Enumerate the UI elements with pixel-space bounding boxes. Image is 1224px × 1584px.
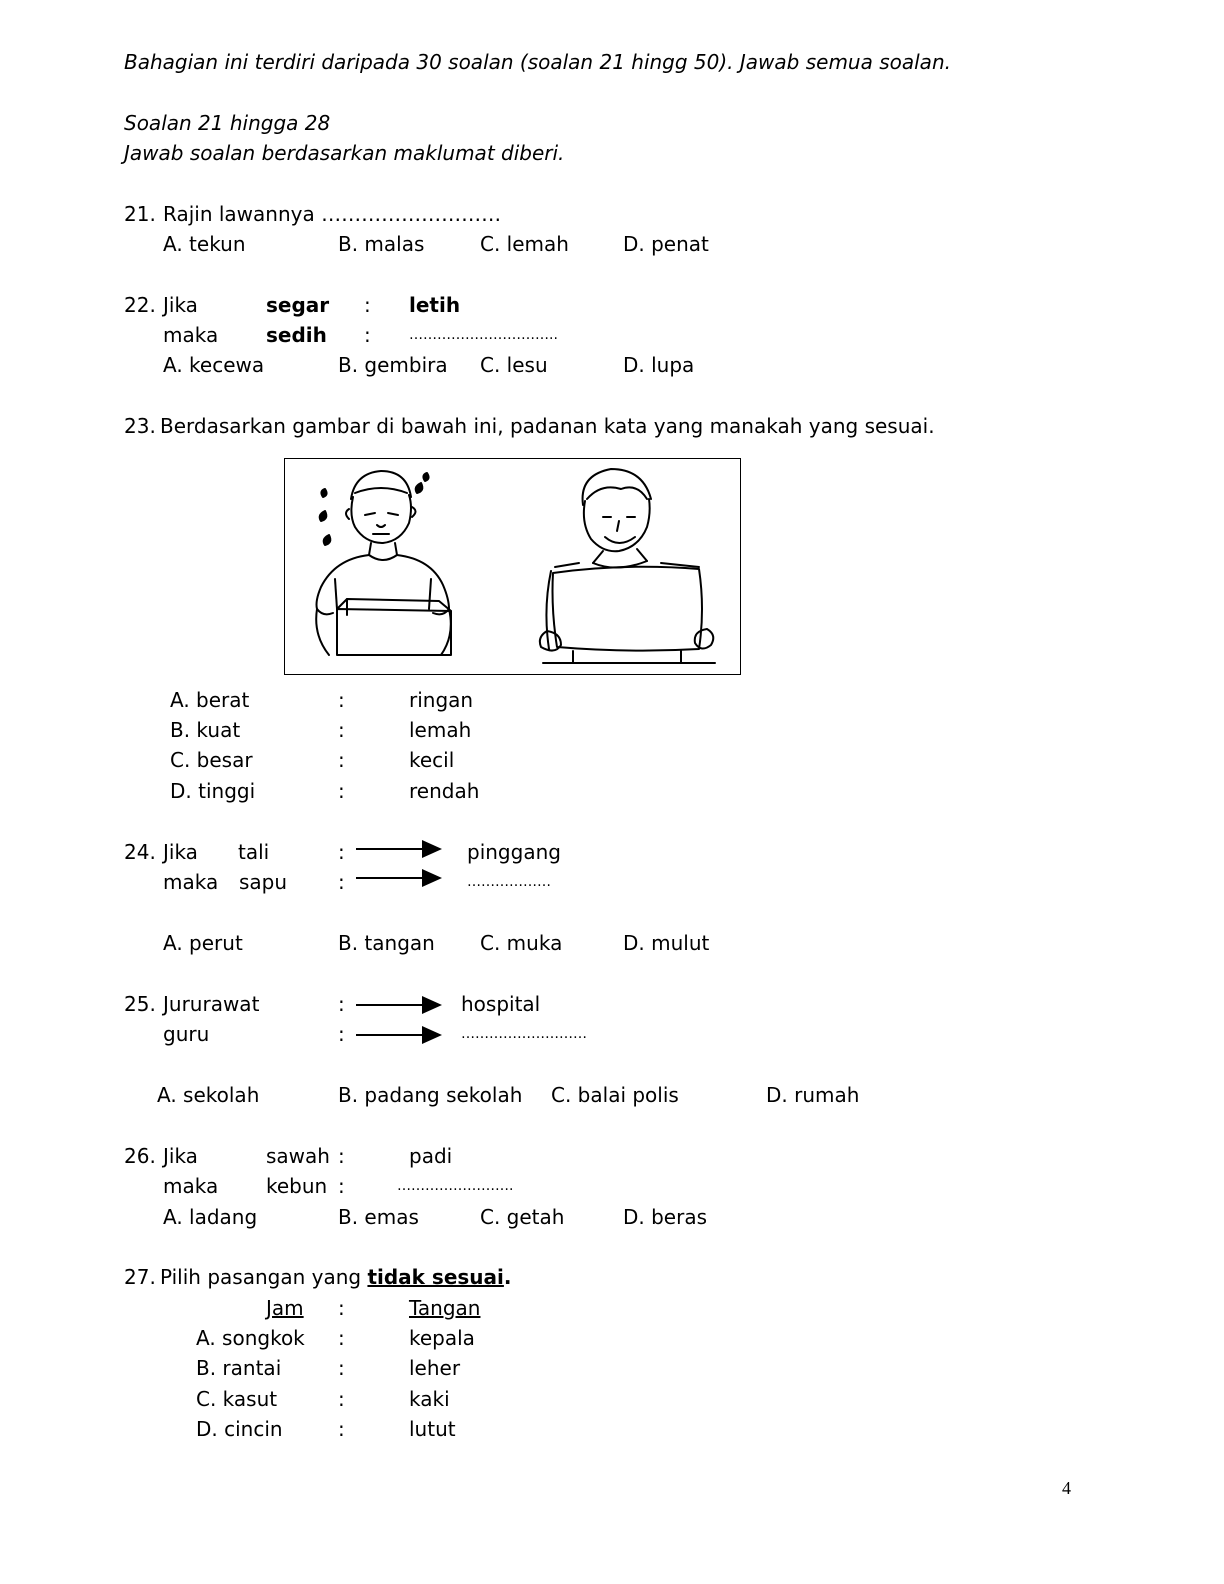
answer-blank: ………………: [467, 874, 551, 890]
question-number: 23.: [124, 414, 156, 438]
word-segar: segar: [266, 293, 330, 317]
word-guru: guru: [163, 1022, 210, 1046]
colon: :: [338, 779, 345, 803]
word-jururawat: Jururawat: [163, 992, 260, 1016]
option-a: A. tekun: [163, 232, 246, 256]
page-number: 4: [1062, 1478, 1071, 1498]
option-a: A. sekolah: [157, 1083, 260, 1107]
option-left: B. kuat: [170, 718, 241, 742]
word-jika: Jika: [163, 293, 198, 317]
example-left: Jam: [266, 1296, 304, 1320]
boys-drawing: [285, 459, 739, 673]
option-b: B. tangan: [338, 931, 435, 955]
arrow-right-icon: [356, 1026, 444, 1046]
colon: :: [338, 1022, 345, 1046]
option-d: D. beras: [623, 1205, 708, 1229]
arrow-right-icon: [356, 869, 444, 889]
colon: :: [338, 1387, 345, 1411]
example-right: Tangan: [409, 1296, 481, 1320]
option-d: D. lupa: [623, 353, 695, 377]
word-sapu: sapu: [239, 870, 288, 894]
arrow-right-icon: [356, 996, 444, 1016]
option-c: C. muka: [480, 931, 563, 955]
section-title: Soalan 21 hingga 28: [124, 111, 331, 135]
colon: :: [364, 293, 371, 317]
word-sedih: sedih: [266, 323, 327, 347]
option-right: kecil: [409, 748, 455, 772]
option-right: lutut: [409, 1417, 456, 1441]
option-left: D. tinggi: [170, 779, 256, 803]
word-jika: Jika: [163, 840, 198, 864]
colon: :: [338, 718, 345, 742]
colon: :: [338, 992, 345, 1016]
colon: :: [338, 1296, 345, 1320]
answer-blank: …………………….: [397, 1178, 514, 1194]
question-stem: Berdasarkan gambar di bawah ini, padanan kata yang manakah yang sesuai.: [160, 414, 935, 438]
option-left: A. songkok: [196, 1326, 305, 1350]
question-number: 21.: [124, 202, 156, 226]
option-left: A. berat: [170, 688, 250, 712]
option-a: A. perut: [163, 931, 243, 955]
happy-boy-figure: [540, 469, 715, 663]
stem-emphasis: tidak sesuai: [367, 1265, 504, 1289]
colon: :: [338, 1417, 345, 1441]
question-number: 25.: [124, 992, 156, 1016]
option-c: C. getah: [480, 1205, 565, 1229]
word-kebun: kebun: [266, 1174, 328, 1198]
option-left: B. rantai: [196, 1356, 282, 1380]
word-maka: maka: [163, 1174, 219, 1198]
colon: :: [338, 840, 345, 864]
question-number: 22.: [124, 293, 156, 317]
word-hospital: hospital: [461, 992, 541, 1016]
word-letih: letih: [409, 293, 461, 317]
option-c: C. lemah: [480, 232, 569, 256]
option-d: D. rumah: [766, 1083, 860, 1107]
question-number: 27.: [124, 1265, 156, 1289]
option-right: lemah: [409, 718, 472, 742]
option-a: A. kecewa: [163, 353, 265, 377]
question-stem: Rajin lawannya ………………………: [163, 202, 502, 226]
illustration-two-boys: [284, 458, 741, 675]
option-right: leher: [409, 1356, 461, 1380]
option-d: D. mulut: [623, 931, 710, 955]
colon: :: [338, 1144, 345, 1168]
option-a: A. ladang: [163, 1205, 258, 1229]
word-tali: tali: [238, 840, 270, 864]
colon: :: [338, 1174, 345, 1198]
word-maka: maka: [163, 870, 219, 894]
stem-end: .: [503, 1265, 512, 1289]
colon: :: [364, 323, 371, 347]
colon: :: [338, 1326, 345, 1350]
answer-blank: ………………………: [461, 1026, 587, 1042]
option-right: kaki: [409, 1387, 450, 1411]
option-c: C. lesu: [480, 353, 548, 377]
word-padi: padi: [409, 1144, 453, 1168]
word-sawah: sawah: [266, 1144, 330, 1168]
intro-instruction: Bahagian ini terdiri daripada 30 soalan (soalan 21 hingg 50). Jawab semua soalan.: [124, 50, 951, 74]
word-pinggang: pinggang: [467, 840, 561, 864]
option-right: kepala: [409, 1326, 475, 1350]
option-b: B. malas: [338, 232, 425, 256]
colon: :: [338, 688, 345, 712]
option-right: rendah: [409, 779, 480, 803]
option-d: D. penat: [623, 232, 709, 256]
option-left: C. kasut: [196, 1387, 278, 1411]
option-left: D. cincin: [196, 1417, 283, 1441]
answer-blank: …………………………..: [409, 327, 558, 343]
colon: :: [338, 870, 345, 894]
colon: :: [338, 1356, 345, 1380]
question-stem: [160, 1265, 512, 1289]
word-maka: maka: [163, 323, 219, 347]
option-c: C. balai polis: [551, 1083, 679, 1107]
option-b: B. gembira: [338, 353, 448, 377]
colon: :: [338, 748, 345, 772]
question-number: 24.: [124, 840, 156, 864]
tired-boy-figure: [316, 471, 451, 655]
option-right: ringan: [409, 688, 474, 712]
option-b: B. padang sekolah: [338, 1083, 523, 1107]
arrow-right-icon: [356, 840, 444, 860]
question-number: 26.: [124, 1144, 156, 1168]
section-instruction: Jawab soalan berdasarkan maklumat diberi.: [124, 141, 565, 165]
stem-text: Pilih pasangan yang: [160, 1265, 362, 1289]
option-b: B. emas: [338, 1205, 419, 1229]
option-left: C. besar: [170, 748, 253, 772]
word-jika: Jika: [163, 1144, 198, 1168]
